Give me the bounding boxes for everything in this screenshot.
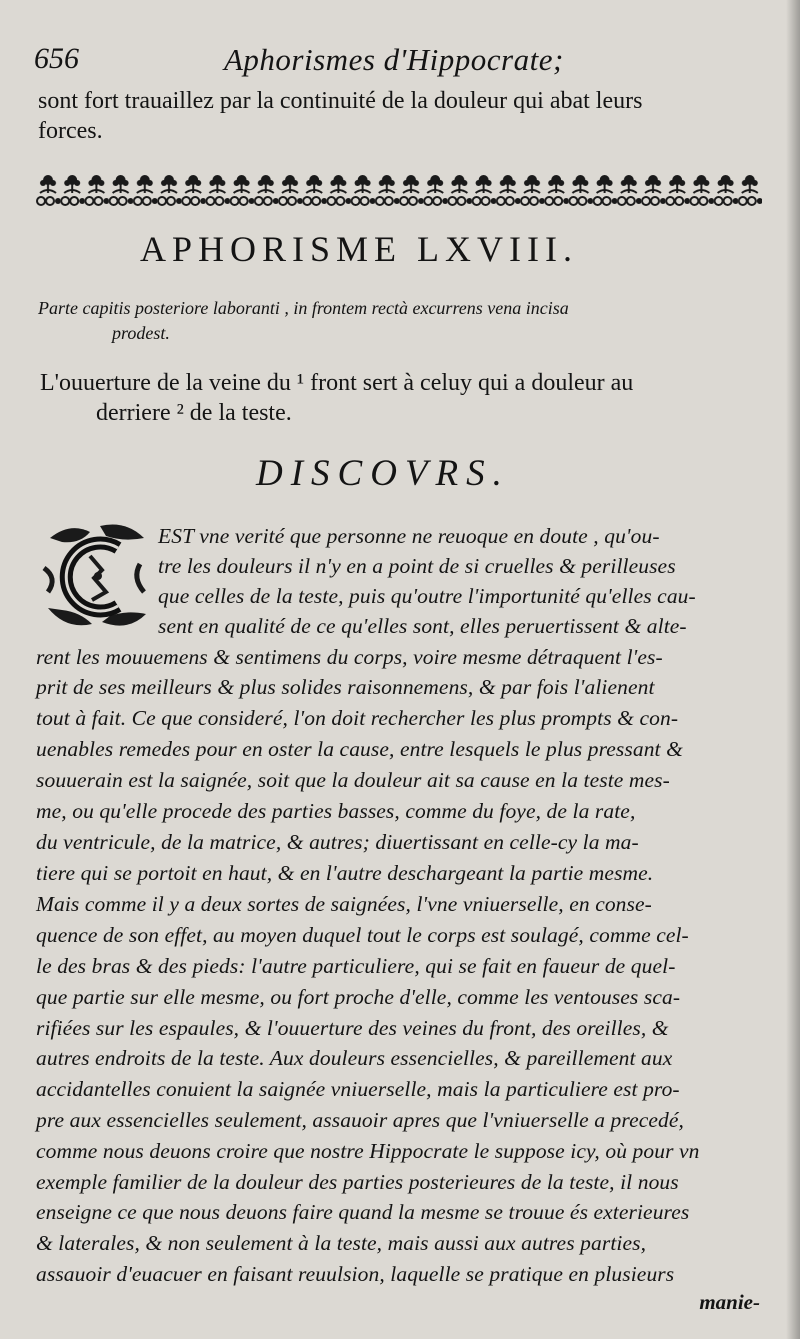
latin-text-line: prodest.: [112, 323, 170, 343]
body-text-line: assauoir d'euacuer en faisant reuulsion, laquelle se pratique en plusieurs: [36, 1262, 675, 1286]
body-text-line: que celles de la teste, puis qu'outre l'importunité qu'elles cau-: [158, 584, 696, 608]
page-number: 656: [34, 42, 79, 75]
translation-line: L'ouuerture de la veine du ¹ front sert à celuy qui a douleur au: [40, 370, 634, 396]
body-text-line: pre aux essencielles seulement, assauoir apres que l'vniuerselle a precedé,: [36, 1108, 684, 1132]
body-text-line: autres endroits de la teste. Aux douleurs essencielles, & pareillement aux: [36, 1046, 673, 1070]
carry-over-line: forces.: [38, 118, 103, 144]
page-edge-shadow: [786, 0, 800, 1339]
body-text-line: EST vne verité que personne ne reuoque en doute , qu'ou-: [158, 524, 660, 548]
body-text-line: me, ou qu'elle procede des parties basses, comme du foye, de la rate,: [36, 799, 636, 823]
latin-text-line: Parte capitis posteriore laboranti , in frontem rectà excurrens vena incisa: [38, 298, 569, 318]
running-title: Aphorismes d'Hippocrate;: [224, 42, 564, 77]
body-text-line: uenables remedes pour en oster la cause, entre lesquels le plus pressant &: [36, 737, 683, 761]
ornament-band: [36, 171, 762, 211]
body-text-line: souuerain est la saignée, soit que la douleur ait sa cause en la teste mes-: [36, 768, 670, 792]
body-text-line: accidantelles conuient la saignée vniuerselle, mais la particuliere est pro-: [36, 1077, 680, 1101]
body-text-line: rent les mouuemens & sentimens du corps, voire mesme détraquent l'es-: [36, 645, 663, 669]
body-text-line: du ventricule, de la matrice, & autres; diuertissant en celle-cy la ma-: [36, 830, 639, 854]
body-text-line: que partie sur elle mesme, ou fort proche d'elle, comme les ventouses sca-: [36, 985, 681, 1009]
body-text-line: comme nous deuons croire que nostre Hippocrate le suppose icy, où pour vn: [36, 1139, 700, 1163]
carry-over-line: sont fort trauaillez par la continuité de la douleur qui abat leurs: [38, 88, 643, 114]
discours-heading: DISCOVRS.: [256, 453, 510, 494]
aphorism-title: APHORISME LXVIII.: [140, 229, 578, 269]
translation-line: derriere ² de la teste.: [96, 400, 292, 426]
body-text-line: Mais comme il y a deux sortes de saignées, l'vne vniuerselle, en conse-: [36, 892, 652, 916]
body-text-line: & laterales, & non seulement à la teste, mais aussi aux autres parties,: [36, 1231, 647, 1255]
running-head: [34, 42, 764, 82]
drop-cap-c-ornament: [40, 518, 152, 636]
body-text-line: exemple familier de la douleur des parties posterieures de la teste, il nous: [36, 1170, 679, 1194]
body-text-line: prit de ses meilleurs & plus solides raisonnemens, & par fois l'alienent: [36, 675, 655, 699]
body-text-line: enseigne ce que nous deuons faire quand la mesme se trouue és exterieures: [36, 1200, 690, 1224]
body-text-line: tout à fait. Ce que consideré, l'on doit rechercher les plus prompts & con-: [36, 706, 679, 730]
body-text-line: tre les douleurs il n'y en a point de si cruelles & perilleuses: [158, 554, 676, 578]
body-text-line: le des bras & des pieds: l'autre particuliere, qui se fait en faueur de quel-: [36, 954, 676, 978]
body-text-line: rifiées sur les espaules, & l'ouuerture des veines du front, des oreilles, &: [36, 1016, 669, 1040]
catchword: manie-: [699, 1290, 760, 1314]
body-text-line: tiere qui se portoit en haut, & en l'autre deschargeant la partie mesme.: [36, 861, 654, 885]
body-text-line: sent en qualité de ce qu'elles sont, elles peruertissent & alte-: [158, 614, 687, 638]
body-text-line: quence de son effet, au moyen duquel tout le corps est soulagé, comme cel-: [36, 923, 689, 947]
